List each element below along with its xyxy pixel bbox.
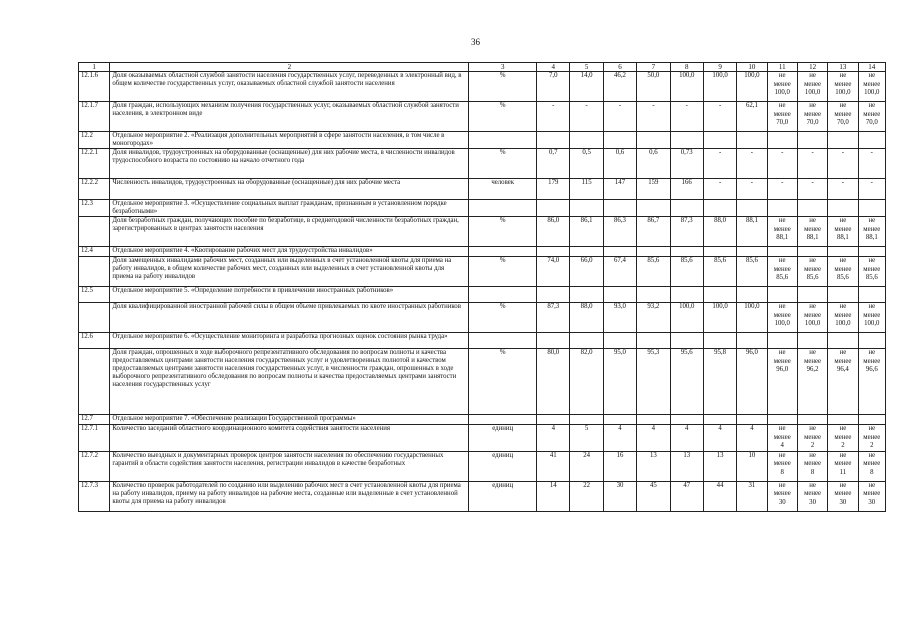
table-row xyxy=(79,149,886,179)
value-cell: 100,0 xyxy=(737,303,767,333)
header-cell: 6 xyxy=(603,63,636,72)
value-cell: 87,3 xyxy=(670,217,703,247)
value-cell: - xyxy=(737,149,767,179)
empty-cell xyxy=(828,200,858,217)
empty-cell xyxy=(637,415,670,425)
row-id: 12.3 xyxy=(79,200,110,217)
indicator-table xyxy=(78,62,886,512)
header-cell: 11 xyxy=(767,63,797,72)
target-cell: не менее 2 xyxy=(828,425,858,452)
value-cell: 45 xyxy=(637,481,670,511)
value-cell: 80,0 xyxy=(537,349,570,415)
header-cell: 4 xyxy=(537,63,570,72)
value-cell: 166 xyxy=(670,179,703,200)
header-cell: 3 xyxy=(469,63,537,72)
header-cell: 9 xyxy=(703,63,736,72)
empty-cell xyxy=(603,415,636,425)
target-cell: не менее 100,0 xyxy=(797,72,827,102)
row-text: Численность инвалидов, трудоустроенных на оборудованные (оснащенные) для них рабочие места xyxy=(110,179,469,200)
row-unit xyxy=(469,132,537,149)
value-cell: 13 xyxy=(637,451,670,481)
empty-cell xyxy=(537,415,570,425)
target-cell: не менее 85,6 xyxy=(858,257,885,287)
value-cell: 179 xyxy=(537,179,570,200)
empty-cell xyxy=(570,132,603,149)
target-cell: не менее 8 xyxy=(767,451,797,481)
target-cell: не менее 96,2 xyxy=(797,349,827,415)
empty-cell xyxy=(797,200,827,217)
section-row xyxy=(79,287,886,303)
empty-cell xyxy=(637,132,670,149)
row-text: Доля безработных граждан, получающих пособие по безработице, в среднегодовой численности безработных граждан, зарегистрированных в центрах занятости населения xyxy=(110,217,469,247)
empty-cell xyxy=(767,333,797,349)
row-unit xyxy=(469,333,537,349)
empty-cell xyxy=(637,333,670,349)
value-cell: 88,1 xyxy=(737,217,767,247)
empty-cell xyxy=(737,132,767,149)
table-row xyxy=(79,257,886,287)
empty-cell xyxy=(828,287,858,303)
value-cell: 4 xyxy=(637,425,670,452)
value-cell: 86,3 xyxy=(603,217,636,247)
empty-cell xyxy=(737,333,767,349)
value-cell: 96,0 xyxy=(737,349,767,415)
value-cell: 5 xyxy=(570,425,603,452)
table-row xyxy=(79,102,886,132)
header-row xyxy=(79,63,886,72)
target-cell: - xyxy=(858,149,885,179)
value-cell: 44 xyxy=(703,481,736,511)
empty-cell xyxy=(737,200,767,217)
empty-cell xyxy=(570,287,603,303)
empty-cell xyxy=(670,415,703,425)
row-unit: единиц xyxy=(469,481,537,511)
table-row xyxy=(79,303,886,333)
value-cell: 67,4 xyxy=(603,257,636,287)
empty-cell xyxy=(828,132,858,149)
value-cell: 100,0 xyxy=(703,303,736,333)
empty-cell xyxy=(828,247,858,257)
empty-cell xyxy=(670,132,703,149)
value-cell: 86,7 xyxy=(637,217,670,247)
empty-cell xyxy=(703,333,736,349)
value-cell: - xyxy=(603,102,636,132)
row-text: Отдельное мероприятие 5. «Определение потребности в привлечении иностранных работников» xyxy=(110,287,469,303)
value-cell: 47 xyxy=(670,481,703,511)
empty-cell xyxy=(570,333,603,349)
header-cell: 13 xyxy=(828,63,858,72)
table-row xyxy=(79,179,886,200)
empty-cell xyxy=(737,287,767,303)
row-text: Доля граждан, опрошенных в ходе выборочного репрезентативного обследования по вопросам полноты и качества предоставляемых центрами занятости населения государственных услуг и удовлетворенных полнотой и качеством предоставляемых центрами занятости населения государственных услуг, в численности граждан, опрошенных в ходе выборочного репрезентативного обследования по вопросам полноты и качества предоставляемых центрами занятости населения государственных услуг xyxy=(110,349,469,415)
target-cell: не менее 100,0 xyxy=(858,72,885,102)
section-row xyxy=(79,415,886,425)
target-cell: - xyxy=(828,149,858,179)
value-cell: 100,0 xyxy=(670,303,703,333)
row-unit: единиц xyxy=(469,425,537,452)
empty-cell xyxy=(670,287,703,303)
target-cell: не менее 2 xyxy=(797,425,827,452)
empty-cell xyxy=(670,333,703,349)
target-cell: не менее 88,1 xyxy=(767,217,797,247)
row-unit: человек xyxy=(469,179,537,200)
value-cell: 85,6 xyxy=(703,257,736,287)
empty-cell xyxy=(603,200,636,217)
empty-cell xyxy=(670,200,703,217)
value-cell: 4 xyxy=(703,425,736,452)
target-cell: не менее 30 xyxy=(797,481,827,511)
header-cell: 2 xyxy=(110,63,469,72)
empty-cell xyxy=(670,247,703,257)
value-cell: - xyxy=(703,179,736,200)
value-cell: 62,1 xyxy=(737,102,767,132)
target-cell: не менее 96,4 xyxy=(828,349,858,415)
target-cell: - xyxy=(797,179,827,200)
empty-cell xyxy=(858,415,885,425)
target-cell: не менее 70,0 xyxy=(797,102,827,132)
value-cell: 74,0 xyxy=(537,257,570,287)
value-cell: 95,3 xyxy=(637,349,670,415)
row-unit: % xyxy=(469,102,537,132)
header-cell: 5 xyxy=(570,63,603,72)
value-cell: 7,0 xyxy=(537,72,570,102)
row-id xyxy=(79,303,110,333)
value-cell: 41 xyxy=(537,451,570,481)
empty-cell xyxy=(828,415,858,425)
row-id xyxy=(79,217,110,247)
value-cell: 30 xyxy=(603,481,636,511)
row-text: Количество выездных и документарных проверок центров занятости населения по обеспечению государственных гарантий в области содействия занятости населения, регистрации инвалидов в качестве безработных xyxy=(110,451,469,481)
header-cell: 12 xyxy=(797,63,827,72)
empty-cell xyxy=(603,247,636,257)
target-cell: не менее 30 xyxy=(767,481,797,511)
empty-cell xyxy=(703,247,736,257)
target-cell: не менее 4 xyxy=(767,425,797,452)
row-id xyxy=(79,349,110,415)
value-cell: 93,2 xyxy=(637,303,670,333)
target-cell: не менее 100,0 xyxy=(797,303,827,333)
table-row xyxy=(79,72,886,102)
row-text: Количество заседаний областного координационного комитета содействия занятости населения xyxy=(110,425,469,452)
target-cell: не менее 88,1 xyxy=(797,217,827,247)
empty-cell xyxy=(858,287,885,303)
value-cell: 66,0 xyxy=(570,257,603,287)
table-row xyxy=(79,349,886,415)
value-cell: 4 xyxy=(670,425,703,452)
row-unit xyxy=(469,287,537,303)
row-id: 12.4 xyxy=(79,247,110,257)
value-cell: - xyxy=(570,102,603,132)
value-cell: 159 xyxy=(637,179,670,200)
target-cell: - xyxy=(767,149,797,179)
target-cell: не менее 96,0 xyxy=(767,349,797,415)
row-unit: % xyxy=(469,349,537,415)
target-cell: не менее 8 xyxy=(858,451,885,481)
row-text: Количество проверок работодателей по созданию или выделению рабочих мест в счет установленной квоты для приема на работу инвалидов, приему на работу инвалидов на рабочие места, созданные или выделенные в счет установленной квоты для приема на работу инвалидов xyxy=(110,481,469,511)
row-text: Доля оказываемых областной службой занятости населения государственных услуг, переведенных в электронный вид, в общем количестве государственных услуг, оказываемых областной службой занятости населения xyxy=(110,72,469,102)
value-cell: 115 xyxy=(570,179,603,200)
empty-cell xyxy=(737,247,767,257)
target-cell: - xyxy=(767,179,797,200)
value-cell: 87,3 xyxy=(537,303,570,333)
header-cell: 14 xyxy=(858,63,885,72)
empty-cell xyxy=(537,333,570,349)
target-cell: не менее 96,6 xyxy=(858,349,885,415)
row-unit: % xyxy=(469,72,537,102)
empty-cell xyxy=(797,415,827,425)
empty-cell xyxy=(537,200,570,217)
value-cell: 0,7 xyxy=(537,149,570,179)
value-cell: 14 xyxy=(537,481,570,511)
value-cell: 95,6 xyxy=(670,349,703,415)
empty-cell xyxy=(603,333,636,349)
row-text: Доля инвалидов, трудоустроенных на оборудованные (оснащенные) для них рабочие места, в численности инвалидов трудоспособного возраста по состоянию на начало отчетного года xyxy=(110,149,469,179)
row-unit xyxy=(469,247,537,257)
row-id xyxy=(79,257,110,287)
row-text: Доля граждан, использующих механизм получения государственных услуг, оказываемых областной службой занятости населения, в электронном виде xyxy=(110,102,469,132)
value-cell: 4 xyxy=(603,425,636,452)
value-cell: 0,5 xyxy=(570,149,603,179)
value-cell: 0,6 xyxy=(637,149,670,179)
page-number: 36 xyxy=(471,37,480,47)
value-cell: 85,6 xyxy=(670,257,703,287)
row-id: 12.2.1 xyxy=(79,149,110,179)
row-unit: % xyxy=(469,217,537,247)
empty-cell xyxy=(570,415,603,425)
value-cell: 10 xyxy=(737,451,767,481)
section-row xyxy=(79,200,886,217)
section-row xyxy=(79,132,886,149)
target-cell: - xyxy=(828,179,858,200)
row-id: 12.5 xyxy=(79,287,110,303)
empty-cell xyxy=(603,132,636,149)
value-cell: 16 xyxy=(603,451,636,481)
empty-cell xyxy=(767,415,797,425)
row-unit: % xyxy=(469,149,537,179)
target-cell: не менее 88,1 xyxy=(828,217,858,247)
row-text: Отдельное мероприятие 2. «Реализация дополнительных мероприятий в сфере занятости населения, в том числе в моногородах» xyxy=(110,132,469,149)
row-id: 12.7.3 xyxy=(79,481,110,511)
empty-cell xyxy=(570,247,603,257)
value-cell: 95,8 xyxy=(703,349,736,415)
empty-cell xyxy=(637,247,670,257)
empty-cell xyxy=(858,247,885,257)
target-cell: не менее 100,0 xyxy=(828,303,858,333)
value-cell: 93,0 xyxy=(603,303,636,333)
value-cell: 85,6 xyxy=(637,257,670,287)
empty-cell xyxy=(767,287,797,303)
target-cell: не менее 85,6 xyxy=(828,257,858,287)
value-cell: 14,0 xyxy=(570,72,603,102)
empty-cell xyxy=(797,287,827,303)
row-id: 12.7 xyxy=(79,415,110,425)
header-cell: 1 xyxy=(79,63,110,72)
empty-cell xyxy=(537,287,570,303)
value-cell: 86,0 xyxy=(537,217,570,247)
row-id: 12.7.2 xyxy=(79,451,110,481)
target-cell: не менее 100,0 xyxy=(767,303,797,333)
target-cell: не менее 70,0 xyxy=(767,102,797,132)
target-cell: не менее 30 xyxy=(858,481,885,511)
table-row xyxy=(79,481,886,511)
row-unit: % xyxy=(469,257,537,287)
target-cell: не менее 100,0 xyxy=(828,72,858,102)
value-cell: 13 xyxy=(703,451,736,481)
value-cell: 0,6 xyxy=(603,149,636,179)
row-text: Отдельное мероприятие 6. «Осуществление мониторинга и разработка прогнозных оценок состояния рынка труда» xyxy=(110,333,469,349)
empty-cell xyxy=(797,247,827,257)
empty-cell xyxy=(858,132,885,149)
value-cell: 88,0 xyxy=(570,303,603,333)
empty-cell xyxy=(570,200,603,217)
target-cell: не менее 70,0 xyxy=(858,102,885,132)
empty-cell xyxy=(737,415,767,425)
value-cell: 24 xyxy=(570,451,603,481)
target-cell: не менее 85,6 xyxy=(767,257,797,287)
value-cell: 4 xyxy=(737,425,767,452)
table-row xyxy=(79,425,886,452)
row-id: 12.6 xyxy=(79,333,110,349)
empty-cell xyxy=(828,333,858,349)
empty-cell xyxy=(603,287,636,303)
value-cell: 50,0 xyxy=(637,72,670,102)
target-cell: - xyxy=(797,149,827,179)
empty-cell xyxy=(537,247,570,257)
header-cell: 7 xyxy=(637,63,670,72)
value-cell: - xyxy=(703,149,736,179)
target-cell: не менее 100,0 xyxy=(858,303,885,333)
row-text: Отдельное мероприятие 4. «Квотирование рабочих мест для трудоустройства инвалидов» xyxy=(110,247,469,257)
empty-cell xyxy=(767,247,797,257)
empty-cell xyxy=(767,200,797,217)
row-unit xyxy=(469,200,537,217)
row-id: 12.1.7 xyxy=(79,102,110,132)
row-text: Доля квалифицированной иностранной рабочей силы в общем объеме привлекаемых по квоте иностранных работников xyxy=(110,303,469,333)
empty-cell xyxy=(858,333,885,349)
value-cell: 82,0 xyxy=(570,349,603,415)
empty-cell xyxy=(703,287,736,303)
value-cell: - xyxy=(703,102,736,132)
empty-cell xyxy=(767,132,797,149)
table-row xyxy=(79,217,886,247)
empty-cell xyxy=(703,415,736,425)
row-text: Доля замещенных инвалидами рабочих мест, созданных или выделенных в счет установленной квоты для приема на работу инвалидов, в общем количестве рабочих мест, созданных или выделенных в счет установленной квоты для приема на работу инвалидов xyxy=(110,257,469,287)
empty-cell xyxy=(797,333,827,349)
target-cell: не менее 70,0 xyxy=(828,102,858,132)
row-id: 12.7.1 xyxy=(79,425,110,452)
value-cell: 0,73 xyxy=(670,149,703,179)
empty-cell xyxy=(858,200,885,217)
value-cell: 13 xyxy=(670,451,703,481)
table-row xyxy=(79,451,886,481)
value-cell: 4 xyxy=(537,425,570,452)
value-cell: 100,0 xyxy=(703,72,736,102)
target-cell: не менее 11 xyxy=(828,451,858,481)
empty-cell xyxy=(637,200,670,217)
empty-cell xyxy=(797,132,827,149)
value-cell: - xyxy=(637,102,670,132)
value-cell: 95,0 xyxy=(603,349,636,415)
empty-cell xyxy=(703,200,736,217)
row-id: 12.2 xyxy=(79,132,110,149)
section-row xyxy=(79,247,886,257)
value-cell: 88,0 xyxy=(703,217,736,247)
value-cell: - xyxy=(737,179,767,200)
value-cell: 85,6 xyxy=(737,257,767,287)
target-cell: не менее 30 xyxy=(828,481,858,511)
value-cell: - xyxy=(537,102,570,132)
row-text: Отдельное мероприятие 7. «Обеспечение реализации Государственной программы» xyxy=(110,415,469,425)
section-row xyxy=(79,333,886,349)
value-cell: 86,1 xyxy=(570,217,603,247)
row-unit: единиц xyxy=(469,451,537,481)
target-cell: не менее 85,6 xyxy=(797,257,827,287)
header-cell: 10 xyxy=(737,63,767,72)
target-cell: не менее 100,0 xyxy=(767,72,797,102)
row-text: Отдельное мероприятие 3. «Осуществление социальных выплат гражданам, признанным в установленном порядке безработными» xyxy=(110,200,469,217)
target-cell: не менее 2 xyxy=(858,425,885,452)
target-cell: - xyxy=(858,179,885,200)
target-cell: не менее 8 xyxy=(797,451,827,481)
value-cell: 100,0 xyxy=(737,72,767,102)
header-cell: 8 xyxy=(670,63,703,72)
row-id: 12.1.6 xyxy=(79,72,110,102)
value-cell: - xyxy=(670,102,703,132)
empty-cell xyxy=(637,287,670,303)
value-cell: 100,0 xyxy=(670,72,703,102)
target-cell: не менее 88,1 xyxy=(858,217,885,247)
empty-cell xyxy=(537,132,570,149)
row-unit: % xyxy=(469,303,537,333)
value-cell: 31 xyxy=(737,481,767,511)
value-cell: 22 xyxy=(570,481,603,511)
row-unit xyxy=(469,415,537,425)
value-cell: 147 xyxy=(603,179,636,200)
row-id: 12.2.2 xyxy=(79,179,110,200)
value-cell: 46,2 xyxy=(603,72,636,102)
empty-cell xyxy=(703,132,736,149)
